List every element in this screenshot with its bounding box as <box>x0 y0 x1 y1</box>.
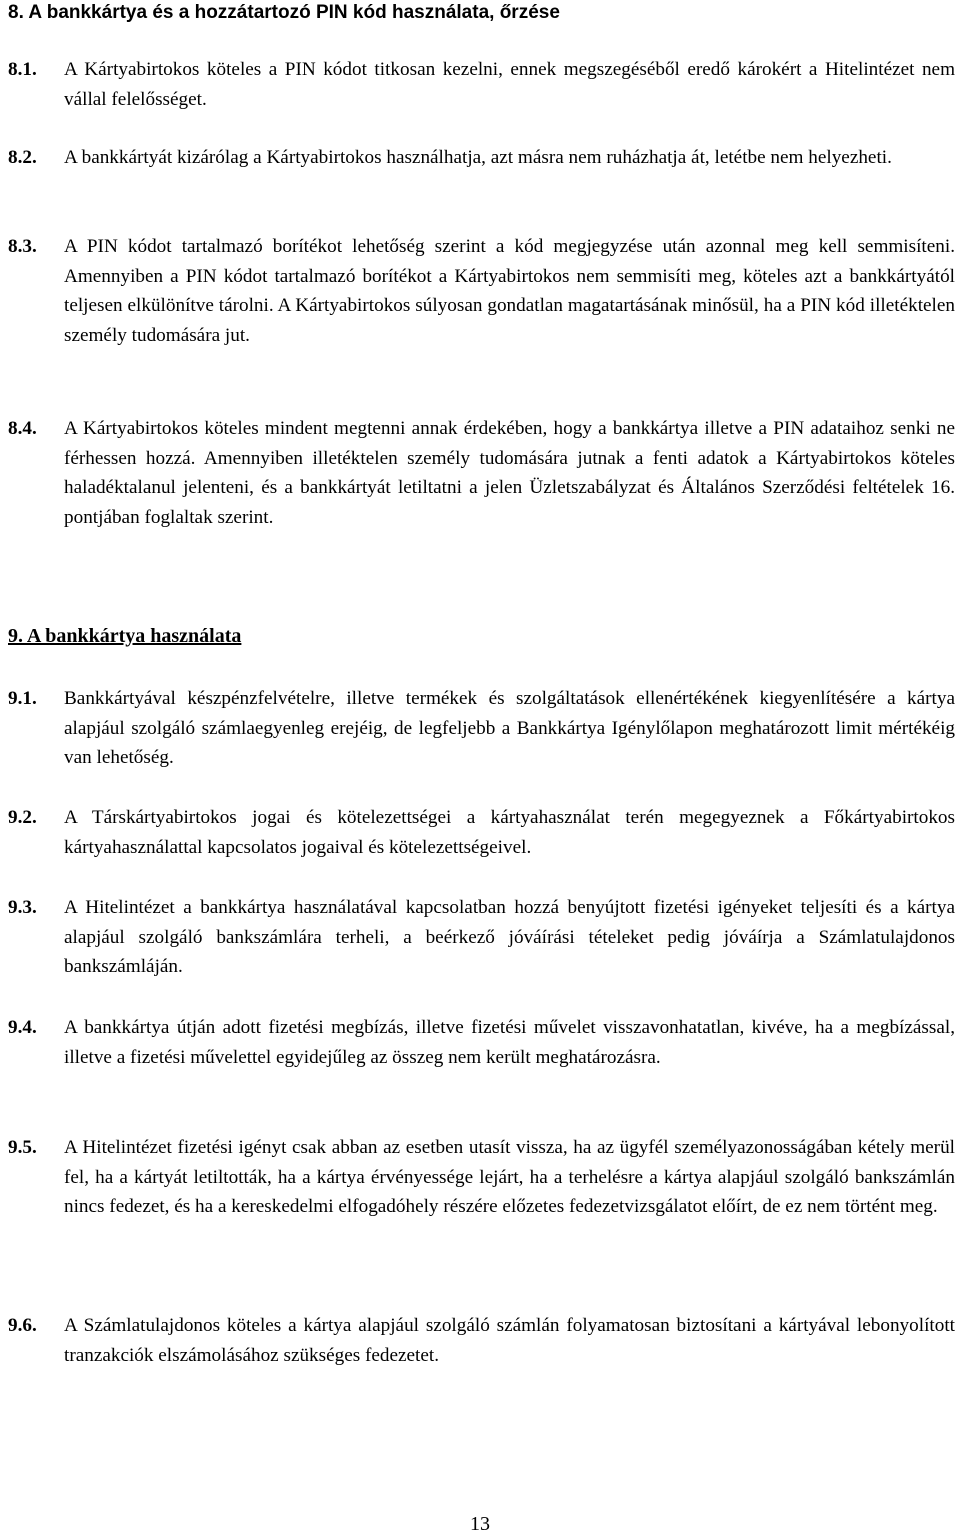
paragraph-9-6 <box>8 1311 958 1370</box>
paragraph-9-2 <box>8 803 958 862</box>
paragraph-text: A Hitelintézet fizetési igényt csak abban az esetben utasít vissza, ha az ügyfél személyazonosságában kétely merül fel, ha a kártyát letiltották, ha a kártya érvényessége lejárt, ha a terhelésre a kártya alapjául szolgáló bankszámlán nincs fedezet, és ha a kereskedelmi elfogadóhely részére előzetes fedezetvizsgálatot előírt, de ez nem történt meg. <box>64 1137 955 1217</box>
paragraph-number: 8.3. <box>8 236 37 257</box>
paragraph-8-1 <box>8 55 958 114</box>
section-9-heading: 9. A bankkártya használata <box>8 625 242 647</box>
paragraph-text: A bankkártya útján adott fizetési megbízás, illetve fizetési művelet visszavonhatatlan, kivéve, ha a megbízással, illetve a fizetési művelettel egyidejűleg az összeg nem került meghatározásra. <box>64 1017 955 1068</box>
paragraph-text: A Számlatulajdonos köteles a kártya alapjául szolgáló számlán folyamatosan biztosítani a kártyával lebonyolított tranzakciók elszámolásához szükséges fedezetet. <box>64 1315 955 1366</box>
paragraph-number: 9.4. <box>8 1017 37 1038</box>
paragraph-8-3 <box>8 232 958 350</box>
paragraph-text: A Kártyabirtokos köteles a PIN kódot titkosan kezelni, ennek megszegéséből eredő károkért a Hitelintézet nem vállal felelősséget. <box>64 59 955 110</box>
paragraph-number: 8.2. <box>8 147 37 168</box>
paragraph-text: Bankkártyával készpénzfelvételre, illetve termékek és szolgáltatások ellenértékének kiegyenlítésére a kártya alapjául szolgáló számlaegyenleg erejéig, de legfeljebb a Bankkártya Igénylőlapon meghatározott limit mértékéig van lehetőség. <box>64 688 955 768</box>
paragraph-text: A Társkártyabirtokos jogai és kötelezettségei a kártyahasználat terén megegyeznek a Főkártyabirtokos kártyahasználattal kapcsolatos jogaival és kötelezettségeivel. <box>64 807 955 858</box>
paragraph-text: A PIN kódot tartalmazó borítékot lehetőség szerint a kód megjegyzése után azonnal meg kell semmisíteni. Amennyiben a PIN kódot tartalmazó borítékot a Kártyabirtokos nem semmisíti meg, köteles azt a bankkártyától teljesen elkülönítve tárolni. A Kártyabirtokos súlyosan gondatlan magatartásának minősül, ha a PIN kód illetéktelen személy tudomására jut. <box>64 236 955 346</box>
paragraph-number: 8.4. <box>8 418 37 439</box>
paragraph-9-1 <box>8 684 958 773</box>
paragraph-8-2 <box>8 143 958 173</box>
paragraph-number: 9.3. <box>8 897 37 918</box>
paragraph-text: A bankkártyát kizárólag a Kártyabirtokos használhatja, azt másra nem ruházhatja át, letétbe nem helyezheti. <box>64 147 892 168</box>
paragraph-9-5 <box>8 1133 958 1222</box>
paragraph-number: 9.5. <box>8 1137 37 1158</box>
paragraph-number: 9.1. <box>8 688 37 709</box>
paragraph-number: 9.6. <box>8 1315 37 1336</box>
paragraph-text: A Hitelintézet a bankkártya használatával kapcsolatban hozzá benyújtott fizetési igényeket teljesíti és a kártya alapjául szolgáló bankszámlára terheli, a beérkező jóváírási tételeket pedig jóváírja a Számlatulajdonos bankszámláján. <box>64 897 955 977</box>
paragraph-9-3 <box>8 893 958 982</box>
paragraph-text: A Kártyabirtokos köteles mindent megtenni annak érdekében, hogy a bankkártya illetve a PIN adataihoz senki ne férhessen hozzá. Amennyiben illetéktelen személy tudomására jutnak a fenti adatok a Kártyabirtokos köteles haladéktalanul jelenteni, és a bankkártyát letiltatni a jelen Üzletszabályzat és Általános Szerződési feltételek 16. pontjában foglaltak szerint. <box>64 418 955 528</box>
paragraph-8-4 <box>8 414 958 532</box>
paragraph-number: 8.1. <box>8 59 37 80</box>
section-8-heading: 8. A bankkártya és a hozzátartozó PIN kód használata, őrzése <box>8 2 560 23</box>
paragraph-number: 9.2. <box>8 807 37 828</box>
paragraph-9-4 <box>8 1013 958 1072</box>
page-number: 13 <box>470 1513 490 1535</box>
